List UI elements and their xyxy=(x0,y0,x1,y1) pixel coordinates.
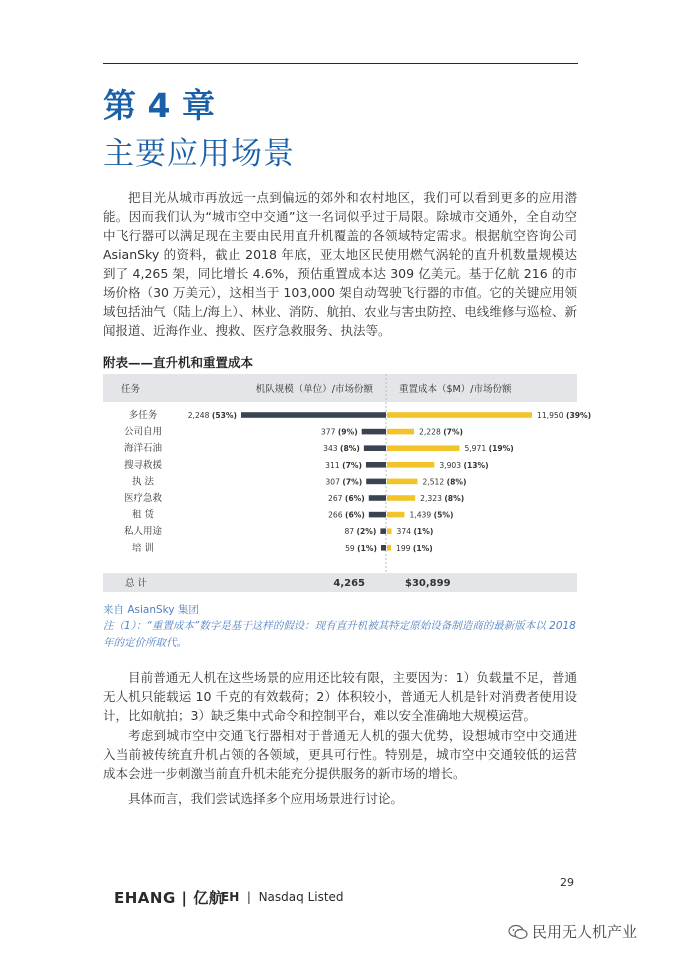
paragraph-intro: 把目光从城市再放远一点到偏远的郊外和农村地区，我们可以看到更多的应用潜能。因而我们认为“城市空中交通”这一名词似乎过于局限。除城市交通外，全自动空中飞行器可以满足现在主要由民用直升机覆盖的各领域特定需求。根据航空咨询公司 AsianSky 的资料，截止 2018 年底，亚太地区民使用燃气涡轮的直升机数量规模达到了 4,265 架，同比增长 4.6%，预估重置成本达 309 亿美元。基于亿航 216 的市场价格（30 万美元），这相当于 103,000 架自动驾驶飞行器的市值。它的关键应用领域包括油气（陆上/海上）、林业、消防、航拍、农业与害虫防控、电线维修与巡检、新闻报道、近海作业、搜救、医疗急救服务、执法等。 xyxy=(103,190,577,338)
category-label: 海洋石油 xyxy=(123,443,163,455)
fleet-bar xyxy=(381,545,386,551)
category-label: 执 法 xyxy=(131,476,155,488)
fleet-data-label xyxy=(328,511,365,520)
cost-data-label-value: 5,971 xyxy=(464,444,489,454)
category-label: 多任务 xyxy=(128,410,158,421)
cost-data-label-share: (19%) xyxy=(488,444,514,454)
cost-data-label-value: 2,228 xyxy=(419,427,444,437)
cost-data-label-share: (8%) xyxy=(444,494,465,503)
fleet-data-label-share: (7%) xyxy=(342,460,362,470)
fleet-data-label-value: 2,248 xyxy=(187,411,212,420)
cost-data-label-share: (1%) xyxy=(413,527,434,537)
table-title: 附表——直升机和重置成本 xyxy=(103,355,254,370)
fleet-data-label-share: (6%) xyxy=(344,494,365,503)
cost-data-label xyxy=(439,461,488,470)
footer-listing xyxy=(221,890,344,904)
cost-bar xyxy=(387,512,404,518)
page-number: 29 xyxy=(560,876,574,889)
paragraph-advantage: 考虑到城市空中交通飞行器相对于普通无人机的强大优势，设想城市空中交通进入当前被传统直升机占领的各领域，更具可行性。特别是，城市空中交通较低的运营成本会进一步刺激当前直升机未能充分提供服务的新市场的增长。 xyxy=(103,728,577,781)
top-rule xyxy=(103,63,578,64)
fleet-data-label xyxy=(344,527,376,536)
header-fleet: 机队规模（单位）/市场份额 xyxy=(255,384,373,395)
fleet-data-label-value: 311 xyxy=(325,460,343,470)
cost-bar xyxy=(387,445,459,451)
wechat-icon xyxy=(508,924,528,940)
cost-data-label xyxy=(397,527,434,536)
cost-bar xyxy=(387,412,532,418)
fleet-data-label xyxy=(325,477,362,486)
cost-data-label xyxy=(464,444,513,453)
header-task: 任务 xyxy=(121,384,141,395)
fleet-data-label-share: (8%) xyxy=(340,444,360,454)
fleet-bar xyxy=(366,479,386,485)
cost-data-label xyxy=(422,477,466,486)
cost-data-label-share: (13%) xyxy=(463,460,489,470)
cost-data-label-value: 3,903 xyxy=(439,460,464,470)
fleet-data-label-value: 377 xyxy=(320,427,338,437)
category-label: 医疗急救 xyxy=(123,493,163,504)
cost-data-label-share: (39%) xyxy=(566,411,592,420)
cost-bar xyxy=(387,495,415,501)
cost-data-label-value: 2,323 xyxy=(420,494,445,503)
fleet-data-label-share: (2%) xyxy=(356,527,377,537)
cost-data-label-value: 374 xyxy=(396,527,414,537)
fleet-data-label-share: (7%) xyxy=(342,477,363,487)
fleet-bar xyxy=(369,495,386,501)
category-label: 公司自用 xyxy=(123,426,163,438)
category-label: 培 训 xyxy=(131,542,155,554)
fleet-data-label-value: 307 xyxy=(325,477,343,487)
cost-data-label-share: (5%) xyxy=(433,510,454,520)
category-label: 租 赁 xyxy=(131,509,155,521)
footer-exchange: Nasdaq Listed xyxy=(258,890,344,904)
fleet-data-label xyxy=(188,411,237,420)
cost-data-label-value: 2,512 xyxy=(422,477,447,487)
table-note: 注（1）：“重置成本”数字是基于这样的假设：现有直升机被其特定原始设备制造商的最新版本以 2018 年的定价所取代。 xyxy=(103,620,576,649)
chapter-title: 主要应用场景 xyxy=(103,136,295,172)
total-label: 总 计 xyxy=(125,578,148,589)
cost-data-label-share: (8%) xyxy=(446,477,467,487)
fleet-data-label xyxy=(328,494,365,503)
fleet-data-label-share: (1%) xyxy=(357,543,377,553)
fleet-data-label-value: 343 xyxy=(323,444,341,454)
cost-data-label-value: 1,439 xyxy=(409,510,434,520)
category-label: 搜寻救援 xyxy=(123,459,163,471)
chart-svg xyxy=(103,374,592,592)
footer-ticker: EH xyxy=(221,890,240,904)
fleet-data-label-share: (9%) xyxy=(337,427,358,437)
cost-data-label xyxy=(537,411,591,420)
cost-bar xyxy=(387,462,434,468)
helicopter-cost-table xyxy=(103,374,592,592)
ehang-logo: EHANG | 亿航 xyxy=(114,889,225,907)
fleet-data-label-value: 267 xyxy=(328,494,345,503)
paragraph-limits: 目前普通无人机在这些场景的应用还比较有限，主要因为：1）负载量不足，普通无人机只能载运 10 千克的有效载荷；2）体积较小，普通无人机是针对消费者使用设计，比如航拍；3）缺乏集中式命令和控制平台，难以安全准确地大规模运营。 xyxy=(103,670,577,723)
total-fleet: 4,265 xyxy=(333,578,365,589)
fleet-bar xyxy=(366,462,386,468)
category-label: 私人用途 xyxy=(123,526,163,538)
fleet-data-label-share: (53%) xyxy=(211,411,237,420)
cost-bar xyxy=(387,528,392,534)
fleet-data-label xyxy=(325,461,362,470)
chapter-number: 第 4 章 xyxy=(103,86,215,125)
fleet-data-label-value: 266 xyxy=(328,510,345,520)
total-cost: $30,899 xyxy=(405,578,451,589)
cost-bar xyxy=(387,429,414,435)
fleet-bar xyxy=(362,429,386,435)
cost-bar xyxy=(387,479,417,485)
header-cost: 重置成本（$M）/市场份额 xyxy=(399,384,512,395)
chart-rows xyxy=(124,409,591,554)
cost-data-label xyxy=(409,511,453,520)
fleet-data-label xyxy=(345,544,377,553)
fleet-bar xyxy=(369,512,386,518)
table-source: 来自 AsianSky 集团 xyxy=(103,604,199,616)
cost-data-label-share: (7%) xyxy=(443,427,464,437)
cost-data-label-value: 11,950 xyxy=(537,411,566,420)
fleet-data-label xyxy=(323,444,360,453)
fleet-bar xyxy=(364,445,386,451)
cost-data-label xyxy=(419,428,463,437)
watermark-text: 民用无人机产业 xyxy=(532,923,638,941)
cost-data-label xyxy=(396,544,433,553)
cost-data-label-share: (1%) xyxy=(412,543,433,553)
cost-data-label-value: 199 xyxy=(396,543,413,553)
fleet-data-label-value: 87 xyxy=(344,527,357,537)
fleet-data-label-share: (6%) xyxy=(344,510,365,520)
cost-data-label xyxy=(420,494,464,503)
watermark xyxy=(508,921,637,942)
fleet-data-label-value: 59 xyxy=(345,543,358,553)
cost-bar xyxy=(387,545,391,551)
paragraph-conclusion: 具体而言，我们尝试选择多个应用场景进行讨论。 xyxy=(128,791,404,806)
fleet-data-label xyxy=(321,428,358,437)
fleet-bar xyxy=(241,412,386,418)
footer-divider: | xyxy=(243,890,255,904)
fleet-bar xyxy=(380,528,386,534)
